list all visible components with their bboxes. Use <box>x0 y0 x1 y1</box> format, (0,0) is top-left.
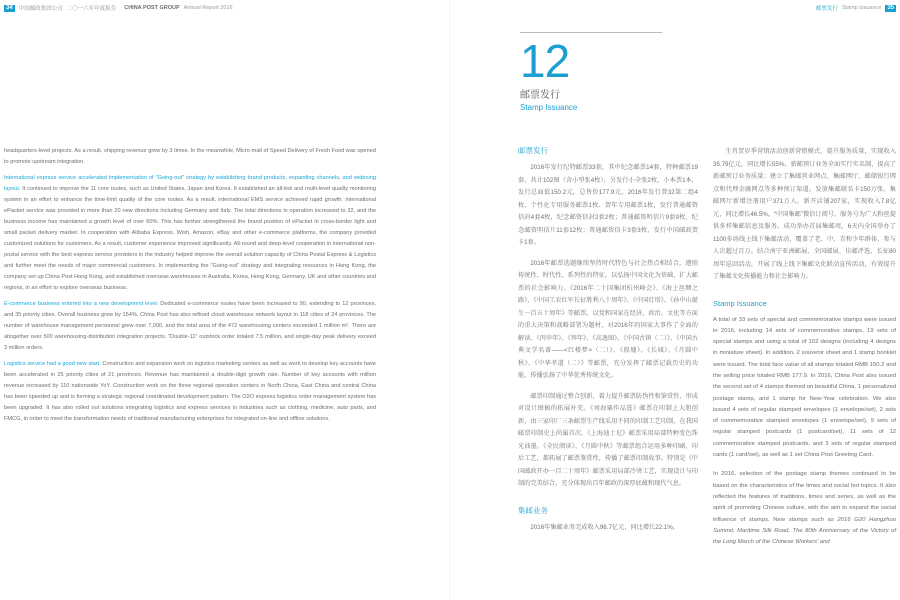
report-title-cn: 二〇一六年年度报告 <box>66 6 117 12</box>
paragraph-text: Construction and expansion work on logistics marketing centers as well as work to develop key accounts have been accelerated in 25 priority cities of 21 provinces. Revenue has maintained a double-digit growth rate. Number of key accounts with million revenue increased by 110 nationwide YoY. Construction work on the three regional operation centers in North China, East China and central China has been speeded up and is forming a strategic regional coordinated development pattern. The O2O express logistics order management system has been upgraded. It has also rolled out solutions integrating logistics and express services in industries such as clothing, medicine, auto parts, and FMCG, in order to meet the transformation needs of traditional manufacturing enterprises for integrated on-line and offline solutions. <box>4 361 376 422</box>
paragraph-ecommerce <box>4 299 376 354</box>
paragraph: 2016年发行纪特邮票33套，其中纪念邮票14套，特种邮票19套，共计102图（含小型张4枚），另发行小全张2枚，小本票1本，发行总面值150.2元，总售价177.9元。2016年发行普32第二组4枚、个性化专用服务邮票1枚、贺年专用邮票1枚，发行普通邮资信封4套4枚，纪念邮资信封2套2枚；普通邮资明信片9套9枚，纪念邮资明信片11套12枚；普通邮资信卡3套3枚，发行中国邮政贺卡1套。 <box>518 164 698 246</box>
right-column <box>713 146 896 556</box>
paragraph-en <box>713 469 896 548</box>
company-name-cn: 中国邮政集团公司 <box>18 6 63 12</box>
running-head-left <box>4 4 233 12</box>
paragraph-text: Dedicated e-commerce routes have been increased to 90, extending to 12 provinces, and 35 priority cities. Overall business grew by 154%. China Post has also refined cloud warehouse network layout in 118 cities of 24 provinces. The number of warehouse management personnel grew over 7,000, and the total area of the 472 warehousing centers exceeded 1 million m². There are altogether over 500 warehousing-distribution integration projects. "Double-11" outstock order totaled 7.5 million, and single-day peak delivery exceed 3 million orders. <box>4 301 376 351</box>
paragraph <box>4 146 376 168</box>
section-name-cn: 邮票发行 <box>815 6 838 12</box>
stamp-titles: 2016 G20 Hangzhou Summit, Maritime Silk Road, The 80th Anniversary of the Victory of the Long March of the Chinese Workers' and <box>713 516 896 546</box>
paragraph-international-express <box>4 173 376 294</box>
report-title-en: Annual Report 2016 <box>183 5 233 11</box>
chapter-rule <box>520 32 662 33</box>
paragraph: 邮票印制通过整合创新，着力提升邮票防伪性和鉴赏性，形成对设计图稿的拓展补充。《刘海粟作品选》邮票在印制上大胆创新，由三家印厂三条邮票生产线采用不同的印制工艺印制，在我国邮票印制史上尚属首次。《上海迪士尼》邮票采用局部特种变色珠光油墨，《全民阅读》、《月圆中秋》等邮票组合运用多种印刷、印后工艺，都拓展了邮票鉴赏性，传播了邮票印制故事。特别是《中国邮政开办一百二十周年》邮票采用局部冷烫工艺，实现设计与印制的完美结合，充分体现出百年邮政的深厚底蕴和现代气息。 <box>518 392 698 487</box>
section-heading-philately-cn: 集邮业务 <box>518 505 548 515</box>
paragraph-text: In 2016, selection of the postage stamp themes continued to be based on the characteristics of the times and social hot topics. It also reflected the features of traditions, times and series, as well as the spirit of promoting Chinese culture, with the aim to expand the social influence of stamps. New stamps such as <box>713 471 896 523</box>
section-heading-stamp-issuance-en: Stamp Issuance <box>713 298 767 308</box>
lead-sentence: Logistics service had a good new start. <box>4 361 101 367</box>
page-number-left: 34 <box>6 4 13 11</box>
lead-sentence: E-commerce business entered into a new development level. <box>4 301 159 307</box>
company-name-en: CHINA POST GROUP <box>124 5 180 11</box>
chapter-title-en: Stamp Issuance <box>520 103 578 112</box>
paragraph-en: A total of 33 sets of special and commemorative stamps were issued in 2016, including 14 sets of commemorative stamps, 19 sets of special stamps and using a total of 102 designs (including 4 designs in miniature sheet). In addition, 2 souvenir sheet and 1 stamp booklet were issued. The total face value of all stamps totaled RMB 150.2 and the selling price totaled RMB 177.9. In 2016, China Post also issued the second set of 4 stamps themed on beautiful China, 1 personalized postage stamp, and 1 stamp for New-Year celebration. We also issued 4 sets of regular stamped envelopes (1 envelope/set), 2 sets of commemorative stamped envelopes (1 envelope/set), 9 sets of regular stamped postcards (1 postcard/set), 11 sets of 12 commemorative stamped postcards, and 3 sets of regular stamped cards (1 card/set), as well as 1 set China Post Greeting Card. <box>713 316 896 459</box>
page-number-right: 35 <box>887 4 894 11</box>
running-head-right <box>816 4 896 12</box>
section-heading-stamp-issuance-cn: 邮票发行 <box>518 146 548 155</box>
lead-sentence: International express service accelerated implementation of "Going-out" strategy by establishing brand products, expanding channels, and widening layout. <box>4 175 376 192</box>
paragraph: 2016年邮票选题继续坚持时代特色与社会热点相结合，遵照传统性、时代性、系列性的特征，以弘扬中国文化为基础，扩大邮票的社会影响力。《2016年二十国集团杭州峰会》、《海上丝绸之路》、《中国工农红军长征胜利八十周年》、《中国灯塔》、《孙中山诞生一百五十周年》等邮票，以党和国家在经济、政治、文化等方面的重大决策和战略部署为题材，对2016年的国家大事作了全面的解读。《丙申年》、《拜年》、《高逸图》、《中国古镇（二）》、《中国古典文学名著——<红楼梦>（二）》、《殷墟》、《长城》、《月圆中秋》、《中华孝道（二）》等邮票，充分发挥了邮票记载历史的功能，传播弘扬了中华优秀传统文化。 <box>518 259 698 379</box>
paragraph: 2016年集邮业务完成收入96.7亿元，同比增长22.1%。 <box>530 523 679 531</box>
chapter-title-cn: 邮票发行 <box>520 90 560 101</box>
left-body-text <box>4 146 376 430</box>
paragraph-text: It continued to improve the 11 core routes, such as United States, Japan and Korea. It established an all-link and multi-level quality monitoring system in an effort to enhance the time-limit quality of the core routes. As a result, international EMS service achieved rapid growth. International ePacket service was provided in more than 20 new directions including Germany and Italy. The total directions in operation increased to 32, and the business income has maintained a growth level of over 60%. This has further strengthened the brand position of ePacket in cross-border light and small packet delivery market. In cooperation with Alibaba Express, Wish, Amazon, eBay and other e-commerce platforms, the company provided customized solutions for customers. As a result, customer experience improved significantly. All-round and deep-level cooperation in international non-postal service with the best express service providers in the industry helped improve the overall solution capacity of China Postal Express & Logistics and further meet the needs of major commercial customers. In implementing the "Going-out" strategy and integrating resources in Hong Kong, the company set up China Post Hong Kong, and established overseas warehouses in Australia, Korea, Hong Kong, Germany, UK and other countries and regions, in an effort to explore overseas business. <box>4 186 376 291</box>
chapter-number: 12 <box>520 35 570 87</box>
chapter-heading <box>520 32 662 112</box>
paragraph-logistics <box>4 359 376 425</box>
paragraph: 生肖贺岁季营销活动创新营销模式，提升服务质量，实现收入35.79亿元，同比增长55%。新邮预订业务全面实行实名制，提高了新邮预订业务质量；建立了集邮营业网点、集邮网厅、邮储银行网点和代理金融网点等多种预订渠道。发放集邮联名卡150万张。集邮网厅新增注册用户371万人，新开店铺207家，实现收入7.8亿元，同比增长46.5%。“中国集邮”微信订阅号、服务号为广大粉丝提供多样集邮信息及服务。成功举办首届集邮周，6天内全国举办了1100多场线上线下集邮活动，覆盖了老、中、青和少年群体，参与人次超过百万。结合南宁亚洲邮展、全国邮展、佳邮评选、长征80周年巡回活动，开展了线上线下集邮文化联动宣传活动，有效提升了集邮文化传播能力和社会影响力。 <box>713 148 896 280</box>
section-name-en: Stamp Issuance <box>841 5 882 11</box>
middle-column-cn <box>518 145 698 542</box>
paragraph-text: headquarters-level projects. As a result, shipping revenue grew by 3 times. In the meanwhile, Micro-mall of Speed Delivery of Fresh Food was opened to promote upstream integration. <box>4 148 376 165</box>
